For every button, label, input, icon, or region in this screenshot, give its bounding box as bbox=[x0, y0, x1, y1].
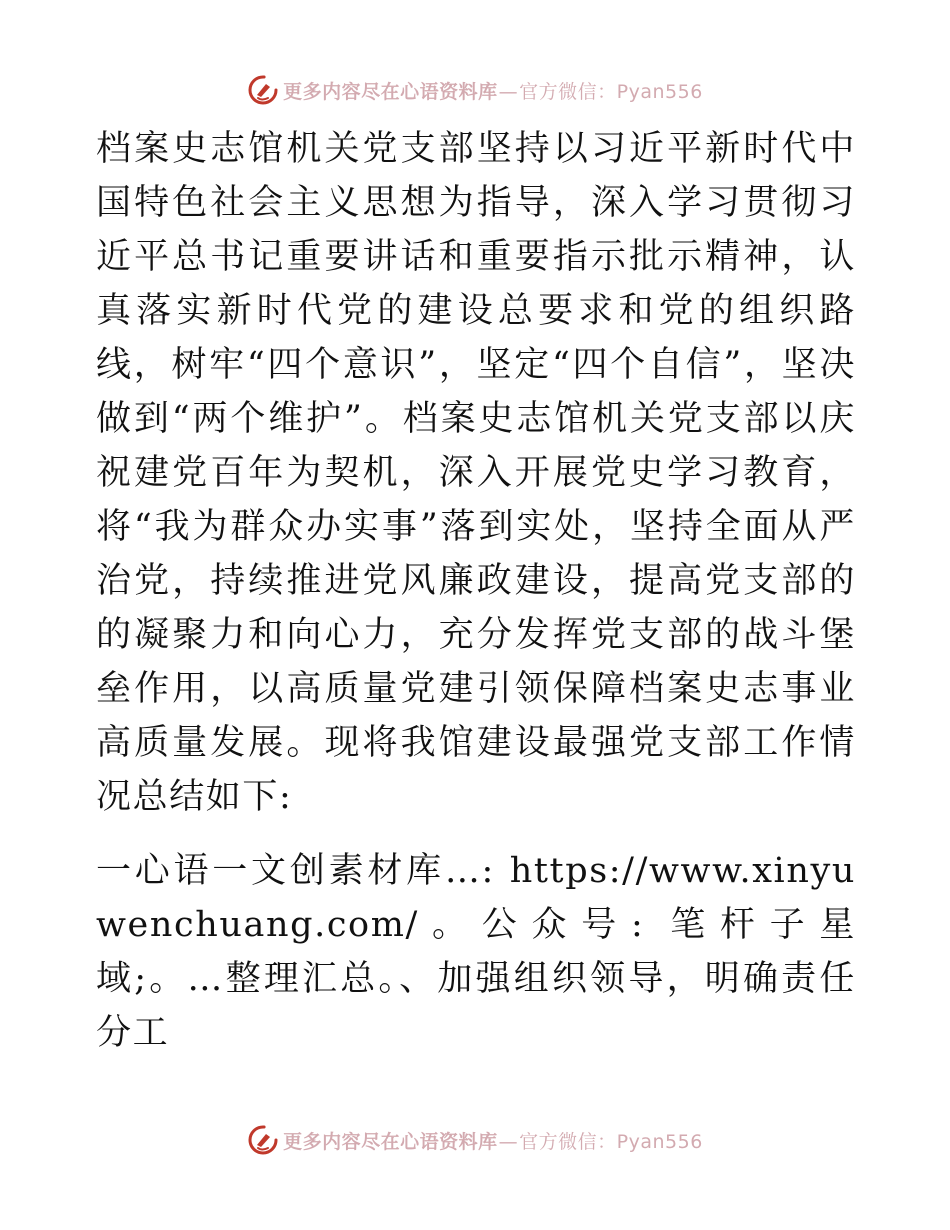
banner-text bbox=[283, 1127, 703, 1154]
document-body bbox=[96, 122, 856, 1060]
banner-site-text: 更多内容尽在心语资料库 bbox=[283, 80, 498, 103]
footer-banner bbox=[0, 1120, 950, 1160]
body-paragraph-intro: 档案史志馆机关党支部坚持以习近平新时代中国特色社会主义思想为指导，深入学习贯彻习近平总书记重要讲话和重要指示批示精神，认真落实新时代党的建设总要求和党的组织路线，树牢“四个意识”，坚定“四个自信”，坚决做到“两个维护”。档案史志馆机关党支部以庆祝建党百年为契机，深入开展党史学习教育，将“我为群众办实事”落到实处，坚持全面从严治党，持续推进党风廉政建设，提高党支部的的凝聚力和向心力，充分发挥党支部的战斗堡垒作用，以高质量党建引领保障档案史志事业高质量发展。现将我馆建设最强党支部工作情况总结如下: bbox=[96, 129, 856, 817]
banner-wechat-text: 官方微信：Pyan556 bbox=[519, 80, 703, 103]
header-banner bbox=[0, 70, 950, 110]
brush-seal-logo-icon bbox=[247, 74, 279, 106]
body-paragraph-source: 一心语一文创素材库…: https://www.xinyuwenchuang.com/。公众号: 笔杆子星域;。…整理汇总。、加强组织领导，明确责任分工 bbox=[96, 851, 856, 1053]
banner-site-text: 更多内容尽在心语资料库 bbox=[283, 1130, 498, 1153]
brush-seal-logo-icon bbox=[247, 1124, 279, 1156]
banner-dash: — bbox=[498, 80, 519, 103]
banner-dash: — bbox=[498, 1130, 519, 1153]
banner-wechat-text: 官方微信：Pyan556 bbox=[519, 1130, 703, 1153]
banner-text bbox=[283, 77, 703, 104]
